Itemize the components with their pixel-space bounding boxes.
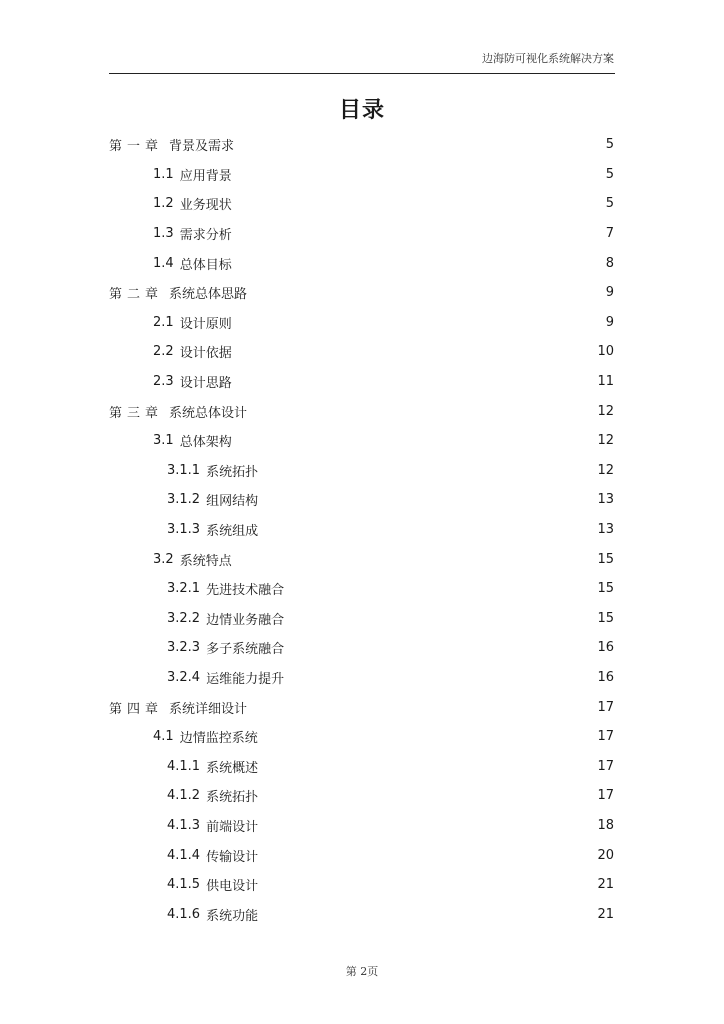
toc-entry-page: 5 bbox=[605, 137, 614, 153]
toc-entry[interactable] bbox=[109, 248, 614, 278]
toc-entry-page: 8 bbox=[605, 255, 614, 271]
toc-entry[interactable] bbox=[109, 308, 614, 338]
toc-dot-leader bbox=[261, 464, 595, 476]
toc-entry[interactable] bbox=[109, 870, 614, 900]
toc-entry[interactable] bbox=[109, 367, 614, 397]
toc-dot-leader bbox=[235, 257, 604, 269]
toc-entry-page: 20 bbox=[597, 847, 614, 863]
toc-dot-leader bbox=[261, 819, 595, 831]
toc-entry-number: 4.1.2 bbox=[167, 788, 201, 804]
toc-entry-label: 边情监控系统 bbox=[179, 731, 258, 747]
toc-entry-number: 1.3 bbox=[153, 226, 174, 242]
toc-entry-number: 4.1.5 bbox=[167, 877, 201, 893]
toc-entry-number: 2.2 bbox=[153, 344, 174, 360]
toc-entry-page: 17 bbox=[597, 788, 614, 804]
toc-dot-leader bbox=[261, 790, 595, 802]
toc-dot-leader bbox=[235, 435, 596, 447]
toc-entry-page: 10 bbox=[597, 344, 614, 360]
toc-dot-leader bbox=[287, 583, 595, 595]
toc-entry-number: 1.2 bbox=[153, 196, 174, 212]
toc-entry-page: 13 bbox=[597, 492, 614, 508]
toc-dot-leader bbox=[235, 346, 596, 358]
toc-entry-number: 3.1.2 bbox=[167, 492, 201, 508]
toc-dot-leader bbox=[250, 405, 595, 417]
toc-entry-number: 4.1.4 bbox=[167, 847, 201, 863]
toc-dot-leader bbox=[235, 228, 604, 240]
toc-entry-page: 12 bbox=[597, 403, 614, 419]
toc-entry-number: 4.1.3 bbox=[167, 817, 201, 833]
toc-entry[interactable] bbox=[109, 456, 614, 486]
toc-entry-page: 15 bbox=[597, 551, 614, 567]
page-header-title: 边海防可视化系统解决方案 bbox=[482, 52, 614, 65]
toc-entry[interactable] bbox=[109, 219, 614, 249]
toc-dot-leader bbox=[261, 879, 595, 891]
toc-entry[interactable] bbox=[109, 426, 614, 456]
toc-entry-label: 系统拓扑 bbox=[206, 790, 259, 806]
toc-entry-label: 边情业务融合 bbox=[206, 612, 285, 628]
page-number: 第 2页 bbox=[345, 965, 379, 978]
toc-entry-page: 17 bbox=[597, 729, 614, 745]
toc-entry-page: 15 bbox=[597, 610, 614, 626]
toc-entry[interactable] bbox=[109, 633, 614, 663]
toc-entry[interactable] bbox=[109, 692, 614, 722]
toc-dot-leader bbox=[287, 671, 595, 683]
toc-entry-label: 系统功能 bbox=[206, 908, 259, 924]
toc-entry-number: 3.2.4 bbox=[167, 669, 201, 685]
table-of-contents bbox=[109, 130, 614, 929]
toc-entry-number: 4.1 bbox=[153, 729, 174, 745]
toc-dot-leader bbox=[261, 731, 596, 743]
toc-dot-leader bbox=[235, 553, 596, 565]
toc-entry-number: 第二章 bbox=[109, 287, 164, 303]
toc-entry-label: 业务现状 bbox=[179, 198, 232, 214]
toc-entry-number: 3.2.2 bbox=[167, 610, 201, 626]
toc-entry[interactable] bbox=[109, 722, 614, 752]
toc-entry[interactable] bbox=[109, 337, 614, 367]
toc-entry-label: 背景及需求 bbox=[169, 139, 235, 155]
toc-entry[interactable] bbox=[109, 781, 614, 811]
toc-dot-leader bbox=[237, 139, 604, 151]
toc-dot-leader bbox=[261, 760, 595, 772]
toc-entry[interactable] bbox=[109, 130, 614, 160]
toc-entry-page: 11 bbox=[597, 374, 614, 390]
toc-entry-label: 系统详细设计 bbox=[169, 701, 248, 717]
toc-dot-leader bbox=[261, 524, 595, 536]
toc-title: 目录 bbox=[338, 98, 385, 123]
toc-entry[interactable] bbox=[109, 160, 614, 190]
toc-entry-page: 17 bbox=[597, 758, 614, 774]
toc-entry-label: 系统特点 bbox=[179, 553, 232, 569]
toc-entry-page: 7 bbox=[605, 226, 614, 242]
toc-entry-page: 9 bbox=[605, 285, 614, 301]
toc-dot-leader bbox=[261, 849, 595, 861]
toc-entry[interactable] bbox=[109, 811, 614, 841]
toc-entry-label: 传输设计 bbox=[206, 849, 259, 865]
toc-entry-number: 2.1 bbox=[153, 314, 174, 330]
toc-entry[interactable] bbox=[109, 663, 614, 693]
toc-entry-page: 5 bbox=[605, 166, 614, 182]
toc-entry-label: 应用背景 bbox=[179, 168, 232, 184]
toc-dot-leader bbox=[235, 198, 604, 210]
toc-entry-label: 总体目标 bbox=[179, 257, 232, 273]
toc-entry-number: 1.1 bbox=[153, 166, 174, 182]
toc-entry-page: 9 bbox=[605, 314, 614, 330]
toc-entry-page: 12 bbox=[597, 433, 614, 449]
toc-entry-label: 运维能力提升 bbox=[206, 671, 285, 687]
toc-dot-leader bbox=[287, 642, 595, 654]
toc-entry-label: 系统总体设计 bbox=[169, 405, 248, 421]
toc-dot-leader bbox=[261, 908, 595, 920]
toc-entry[interactable] bbox=[109, 189, 614, 219]
toc-entry-label: 需求分析 bbox=[179, 228, 232, 244]
toc-entry-page: 12 bbox=[597, 462, 614, 478]
toc-entry-label: 设计原则 bbox=[179, 316, 232, 332]
toc-entry-page: 15 bbox=[597, 581, 614, 597]
toc-entry-number: 3.2.1 bbox=[167, 581, 201, 597]
toc-entry[interactable] bbox=[109, 899, 614, 929]
toc-entry-number: 3.1 bbox=[153, 433, 174, 449]
toc-entry-number: 3.2 bbox=[153, 551, 174, 567]
toc-entry[interactable] bbox=[109, 840, 614, 870]
toc-entry-label: 系统总体思路 bbox=[169, 287, 248, 303]
toc-entry-number: 第四章 bbox=[109, 701, 164, 717]
toc-entry-label: 供电设计 bbox=[206, 879, 259, 895]
toc-entry-label: 总体架构 bbox=[179, 435, 232, 451]
toc-entry-page: 16 bbox=[597, 669, 614, 685]
toc-entry[interactable] bbox=[109, 515, 614, 545]
toc-dot-leader bbox=[235, 376, 596, 388]
toc-entry-label: 设计思路 bbox=[179, 376, 232, 392]
header-divider bbox=[109, 73, 615, 74]
toc-dot-leader bbox=[235, 168, 604, 180]
toc-entry-page: 21 bbox=[597, 906, 614, 922]
toc-entry[interactable] bbox=[109, 485, 614, 515]
toc-entry-number: 第一章 bbox=[109, 139, 164, 155]
toc-entry[interactable] bbox=[109, 574, 614, 604]
toc-dot-leader bbox=[235, 316, 604, 328]
toc-entry-page: 13 bbox=[597, 522, 614, 538]
toc-entry-label: 先进技术融合 bbox=[206, 583, 285, 599]
toc-entry-label: 系统组成 bbox=[206, 524, 259, 540]
toc-dot-leader bbox=[250, 287, 604, 299]
toc-entry[interactable] bbox=[109, 751, 614, 781]
toc-dot-leader bbox=[250, 701, 595, 713]
toc-entry-number: 4.1.6 bbox=[167, 906, 201, 922]
toc-entry-page: 5 bbox=[605, 196, 614, 212]
toc-entry-number: 2.3 bbox=[153, 374, 174, 390]
toc-dot-leader bbox=[287, 612, 595, 624]
toc-entry[interactable] bbox=[109, 544, 614, 574]
toc-entry-label: 组网结构 bbox=[206, 494, 259, 510]
toc-entry-number: 3.2.3 bbox=[167, 640, 201, 656]
toc-entry-number: 第三章 bbox=[109, 405, 164, 421]
toc-entry[interactable] bbox=[109, 278, 614, 308]
toc-entry[interactable] bbox=[109, 396, 614, 426]
toc-entry-label: 前端设计 bbox=[206, 819, 259, 835]
toc-entry-label: 设计依据 bbox=[179, 346, 232, 362]
toc-entry-page: 18 bbox=[597, 817, 614, 833]
toc-entry-label: 系统拓扑 bbox=[206, 464, 259, 480]
toc-entry-label: 多子系统融合 bbox=[206, 642, 285, 658]
toc-entry-number: 4.1.1 bbox=[167, 758, 201, 774]
toc-entry[interactable] bbox=[109, 604, 614, 634]
toc-entry-page: 21 bbox=[597, 877, 614, 893]
toc-entry-page: 17 bbox=[597, 699, 614, 715]
toc-entry-number: 3.1.3 bbox=[167, 522, 201, 538]
toc-entry-label: 系统概述 bbox=[206, 760, 259, 776]
toc-dot-leader bbox=[261, 494, 595, 506]
toc-entry-page: 16 bbox=[597, 640, 614, 656]
toc-entry-number: 1.4 bbox=[153, 255, 174, 271]
toc-entry-number: 3.1.1 bbox=[167, 462, 201, 478]
